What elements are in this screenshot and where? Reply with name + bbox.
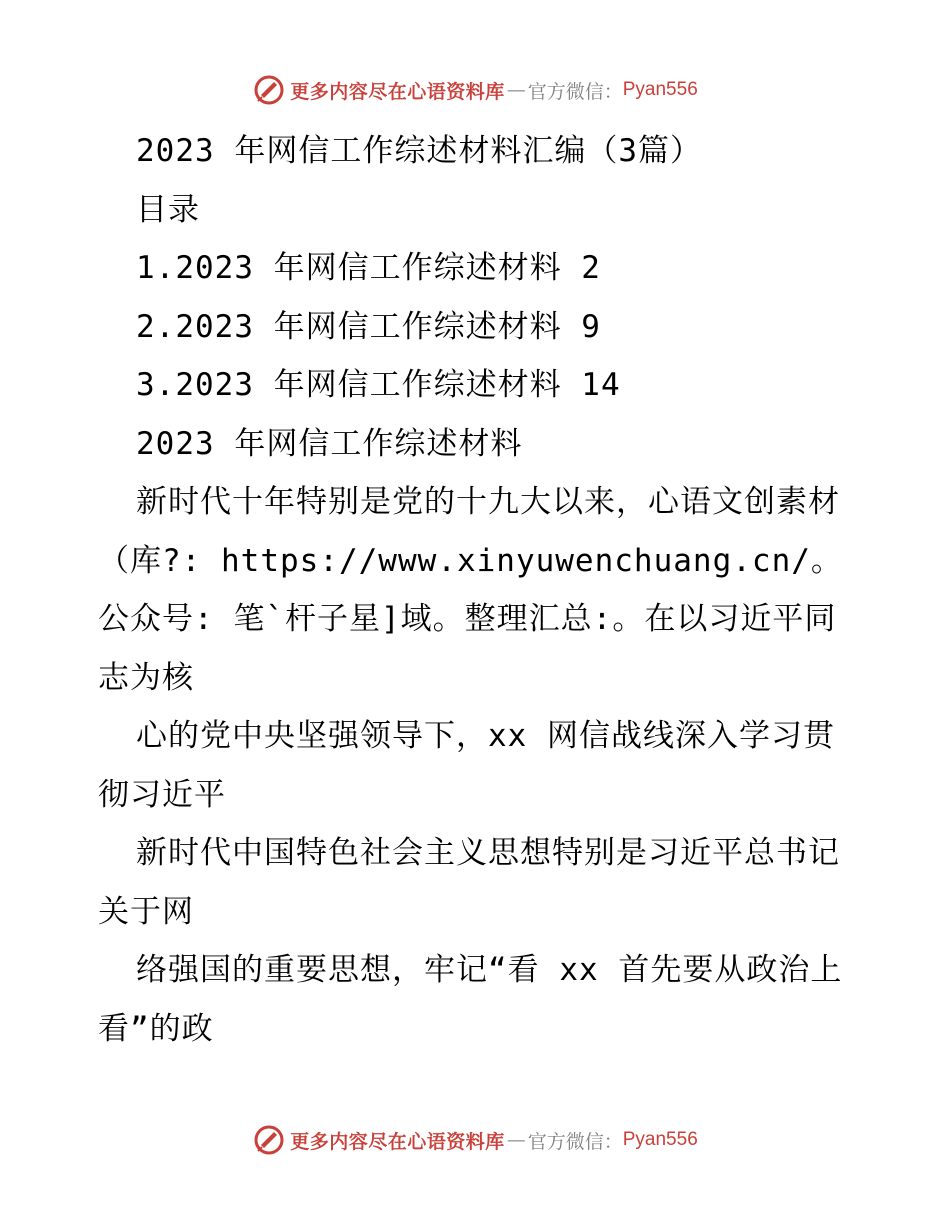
banner-wechat-label: 官方微信： <box>527 80 623 103</box>
section-title: 2023 年网信工作综述材料 <box>136 425 523 462</box>
document-body <box>98 122 858 1058</box>
body-paragraph-1: 新时代十年特别是党的十九大以来，心语文创素材（库?: https://www.xinyuwenchuang.cn/。公众号: 笔`杆子星]域。整理汇总:。在以习近平同志为核 <box>98 484 843 696</box>
footer-watermark-banner <box>0 1120 950 1160</box>
document-title: 2023 年网信工作综述材料汇编（3篇） <box>136 133 702 169</box>
banner-wechat-id: Pyan556 <box>622 1129 698 1150</box>
header-watermark-banner <box>0 70 950 110</box>
banner-main-text: 更多内容尽在心语资料库 <box>290 80 505 103</box>
toc-item-2: 2.2023 年网信工作综述材料 9 <box>136 308 601 345</box>
body-paragraph-4: 络强国的重要思想，牢记“看 xx 首先要从政治上看”的政 <box>98 952 843 1047</box>
banner-wechat-id: Pyan556 <box>622 79 698 100</box>
banner-dash: — <box>506 79 526 101</box>
body-paragraph-2: 心的党中央坚强领导下，xx 网信战线深入学习贯彻习近平 <box>98 718 835 813</box>
toc-heading: 目录 <box>136 191 200 228</box>
toc-item-1: 1.2023 年网信工作综述材料 2 <box>136 250 601 286</box>
banner-dash: — <box>506 1129 526 1151</box>
toc-item-3: 3.2023 年网信工作综述材料 14 <box>136 367 621 403</box>
brand-logo-icon <box>252 73 286 107</box>
body-paragraph-3: 新时代中国特色社会主义思想特别是习近平总书记关于网 <box>98 835 840 930</box>
banner-main-text: 更多内容尽在心语资料库 <box>290 1130 505 1153</box>
brand-logo-icon <box>252 1123 286 1157</box>
banner-wechat-label: 官方微信： <box>527 1130 623 1153</box>
